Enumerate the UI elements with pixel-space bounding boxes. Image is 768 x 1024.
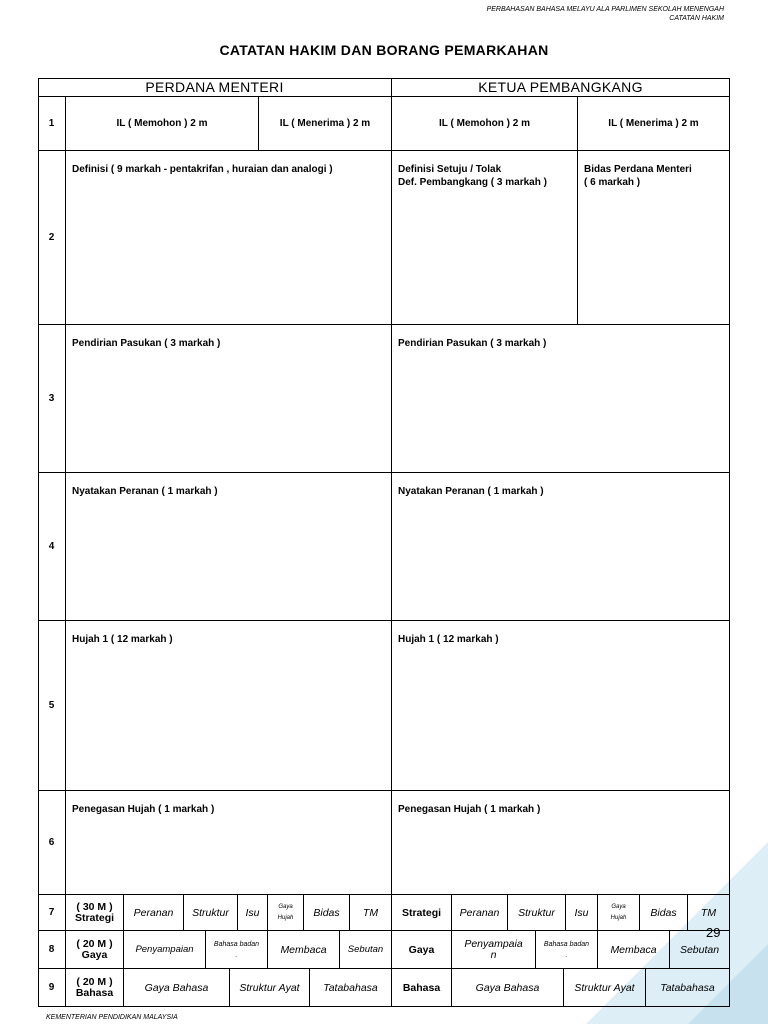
pm-sebutan-cell: Sebutan	[340, 931, 392, 969]
row-number: 9	[38, 969, 66, 1007]
pm-peranan-cell: Peranan	[124, 895, 184, 931]
kp-struktur-cell: Struktur	[508, 895, 566, 931]
row-number: 3	[38, 325, 66, 473]
kp-penegasan-label: Penegasan Hujah ( 1 markah )	[398, 804, 541, 815]
row-number: 8	[38, 931, 66, 969]
kp-bidas-cell: Bidas	[640, 895, 688, 931]
page-footer: KEMENTERIAN PENDIDIKAN MALAYSIA	[46, 1014, 178, 1021]
bahasa-marks: ( 20 M )	[76, 975, 113, 988]
pm-definisi-label: Definisi ( 9 markah - pentakrifan , huraian dan analogi )	[72, 164, 333, 175]
kp-gaya-hujah-cell	[598, 895, 640, 931]
pm-strategi-head	[66, 895, 124, 931]
penyampaian-part-1: Penyampaia	[464, 937, 523, 950]
kp-strategi-head: Strategi	[392, 895, 452, 931]
kp-hujah-label: Hujah 1 ( 12 markah )	[398, 634, 499, 645]
gaya-marks: ( 20 M )	[76, 937, 113, 950]
pm-tm-cell: TM	[350, 895, 392, 931]
kp-sebutan-cell: Sebutan	[670, 931, 730, 969]
bahasa-badan-text: Bahasa badan	[543, 940, 590, 948]
kp-il-menerima: IL ( Menerima ) 2 m	[578, 97, 730, 151]
pm-penegasan	[66, 791, 392, 895]
pm-pendirian-label: Pendirian Pasukan ( 3 markah )	[72, 338, 221, 349]
pm-hujah-label: Hujah 1 ( 12 markah )	[72, 634, 173, 645]
pm-gaya-bahasa-cell: Gaya Bahasa	[124, 969, 230, 1007]
kp-definisi	[392, 151, 578, 325]
bahasa-label: Bahasa	[75, 986, 114, 999]
bahasa-badan-text: Bahasa badan	[213, 940, 260, 948]
kp-definisi-label-1: Definisi Setuju / Tolak	[398, 164, 502, 175]
pm-bahasa-head	[66, 969, 124, 1007]
row-number: 4	[38, 473, 66, 621]
pm-bahasa-badan-cell	[206, 931, 268, 969]
pm-bidas-cell: Bidas	[304, 895, 350, 931]
col-header-perdana-menteri: PERDANA MENTERI	[38, 78, 392, 97]
pm-membaca-cell: Membaca	[268, 931, 340, 969]
kp-pendirian-label: Pendirian Pasukan ( 3 markah )	[398, 338, 547, 349]
hujah-word: Hujah	[277, 914, 294, 921]
kp-bidas-label-1: Bidas Perdana Menteri	[584, 164, 692, 175]
kp-bahasa-badan-cell	[536, 931, 598, 969]
row-number: 2	[38, 151, 66, 325]
kp-bidas-label-2: ( 6 markah )	[584, 177, 641, 188]
pm-gaya-head	[66, 931, 124, 969]
kp-tm-cell: TM	[688, 895, 730, 931]
kp-membaca-cell: Membaca	[598, 931, 670, 969]
kp-gaya-head: Gaya	[392, 931, 452, 969]
kp-gaya-bahasa-cell: Gaya Bahasa	[452, 969, 564, 1007]
strategi-label: Strategi	[74, 911, 115, 924]
kp-pendirian	[392, 325, 730, 473]
row-number: 6	[38, 791, 66, 895]
pm-struktur-cell: Struktur	[184, 895, 238, 931]
row-number: 7	[38, 895, 66, 931]
gaya-label: Gaya	[81, 948, 108, 961]
pm-penyampaian-cell: Penyampaian	[124, 931, 206, 969]
bahasa-badan-dot: .	[235, 951, 238, 959]
kp-penyampaian-cell	[452, 931, 536, 969]
page-title: CATATAN HAKIM DAN BORANG PEMARKAHAN	[219, 42, 549, 58]
pm-il-menerima: IL ( Menerima ) 2 m	[259, 97, 392, 151]
kp-struktur-ayat-cell: Struktur Ayat	[564, 969, 646, 1007]
pm-isu-cell: Isu	[238, 895, 268, 931]
row-number: 1	[38, 97, 66, 151]
gaya-word: Gaya	[611, 903, 626, 910]
hujah-word: Hujah	[610, 914, 627, 921]
pm-struktur-ayat-cell: Struktur Ayat	[230, 969, 310, 1007]
gaya-word: Gaya	[278, 903, 293, 910]
kp-peranan-label: Nyatakan Peranan ( 1 markah )	[398, 486, 544, 497]
pm-hujah	[66, 621, 392, 791]
penyampaian-part-2: n	[490, 948, 497, 961]
kp-hujah	[392, 621, 730, 791]
pm-peranan-label: Nyatakan Peranan ( 1 markah )	[72, 486, 218, 497]
bahasa-badan-dot: .	[565, 951, 568, 959]
pm-definisi	[66, 151, 392, 325]
kp-bahasa-head: Bahasa	[392, 969, 452, 1007]
kp-penegasan	[392, 791, 730, 895]
pm-il-memohon: IL ( Memohon ) 2 m	[66, 97, 259, 151]
row-number: 5	[38, 621, 66, 791]
strategi-marks: ( 30 M )	[76, 900, 113, 913]
col-header-ketua-pembangkang: KETUA PEMBANGKANG	[392, 78, 730, 97]
header-line-2: CATATAN HAKIM	[669, 15, 724, 22]
kp-peranan	[392, 473, 730, 621]
pm-pendirian	[66, 325, 392, 473]
running-header	[487, 5, 724, 23]
page-number: 29	[706, 925, 721, 940]
kp-peranan-cell: Peranan	[452, 895, 508, 931]
pm-tatabahasa-cell: Tatabahasa	[310, 969, 392, 1007]
kp-definisi-label-2: Def. Pembangkang ( 3 markah )	[398, 177, 547, 188]
kp-tatabahasa-cell: Tatabahasa	[646, 969, 730, 1007]
pm-gaya-hujah-cell	[268, 895, 304, 931]
kp-il-memohon: IL ( Memohon ) 2 m	[392, 97, 578, 151]
header-line-1: PERBAHASAN BAHASA MELAYU ALA PARLIMEN SEKOLAH MENENGAH	[486, 6, 724, 13]
pm-peranan	[66, 473, 392, 621]
pm-penegasan-label: Penegasan Hujah ( 1 markah )	[72, 804, 215, 815]
kp-isu-cell: Isu	[566, 895, 598, 931]
kp-bidas-pm	[578, 151, 730, 325]
